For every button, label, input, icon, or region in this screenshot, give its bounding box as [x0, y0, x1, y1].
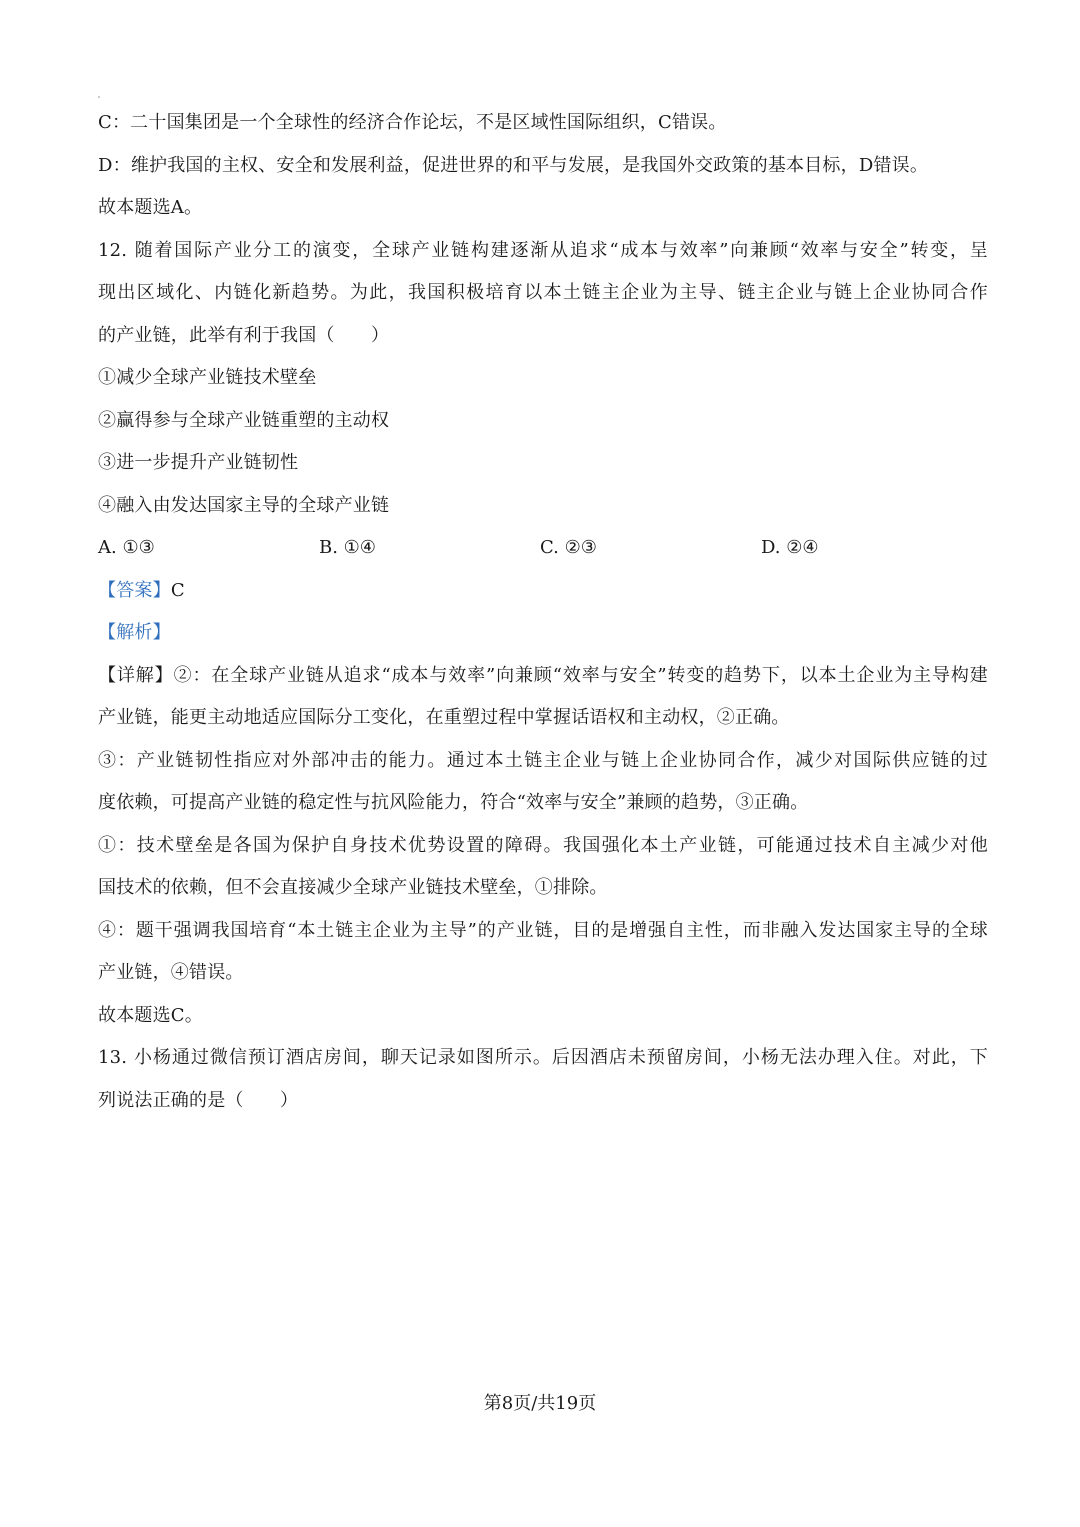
q12-option-d: D. ②④ — [761, 537, 819, 558]
explanation-conclusion: 故本题选A。 — [98, 197, 203, 218]
analysis-label: 【解析】 — [98, 622, 171, 643]
scan-speck — [98, 96, 100, 98]
q13-stem-line-2: 列说法正确的是（ ） — [98, 1089, 299, 1111]
page-content — [98, 102, 988, 1122]
detail-label: 【详解】 — [98, 664, 174, 686]
q12-option-b: B. ①④ — [319, 537, 376, 558]
q12-detail-line-8: 产业链，④错误。 — [98, 962, 244, 983]
q12-option-a: A. ①③ — [98, 537, 155, 558]
q12-detail-line-2: 产业链，能更主动地适应国际分工变化，在重塑过程中掌握话语权和主动权，②正确。 — [98, 707, 790, 728]
q12-analysis — [98, 612, 988, 655]
q12-stem-line-1: 12. 随着国际产业分工的演变，全球产业链构建逐渐从追求“成本与效率”向兼顾“效率与安全”转变，呈 — [98, 239, 988, 261]
q12-detail-line-5: ①：技术壁垒是各国为保护自身技术优势设置的障碍。我国强化本土产业链，可能通过技术自主减少对他 — [98, 834, 988, 856]
q12-statement-4: ④融入由发达国家主导的全球产业链 — [98, 494, 390, 516]
explanation-line-d: D：维护我国的主权、安全和发展利益，促进世界的和平与发展，是我国外交政策的基本目标，D错误。 — [98, 154, 929, 176]
q12-statement-3: ③进一步提升产业链韧性 — [98, 452, 299, 473]
page-number: 第8页/共19页 — [483, 1393, 597, 1414]
answer-value: C — [170, 579, 185, 601]
q12-statement-1: ①减少全球产业链技术壁垒 — [98, 367, 317, 388]
q12-stem-line-2: 现出区域化、内链化新趋势。为此，我国积极培育以本土链主企业为主导、链主企业与链上企业协同合作 — [98, 282, 988, 303]
q12-detail-line-4: 度依赖，可提高产业链的稳定性与抗风险能力，符合“效率与安全”兼顾的趋势，③正确。 — [98, 792, 809, 813]
q12-detail-line-6: 国技术的依赖，但不会直接减少全球产业链技术壁垒，①排除。 — [98, 877, 608, 898]
answer-label: 【答案】 — [98, 579, 171, 601]
q12-detail-line-3: ③：产业链韧性指应对外部冲击的能力。通过本土链主企业与链上企业协同合作，减少对国际供应链的过 — [98, 749, 988, 771]
q12-detail-line-7: ④：题干强调我国培育“本土链主企业为主导”的产业链，目的是增强自主性，而非融入发达国家主导的全球 — [98, 919, 988, 941]
q12-detail-line-1 — [98, 655, 988, 698]
q12-answer — [98, 570, 988, 613]
q12-stem-line-3: 的产业链，此举有利于我国（ ） — [98, 324, 390, 346]
q12-option-c: C. ②③ — [540, 537, 597, 558]
detail-text-1: ②：在全球产业链从追求“成本与效率”向兼顾“效率与安全”转变的趋势下，以本土企业为主导构建 — [173, 664, 988, 686]
explanation-line-c: C：二十国集团是一个全球性的经济合作论坛，不是区域性国际组织，C错误。 — [98, 112, 727, 133]
q12-conclusion: 故本题选C。 — [98, 1004, 203, 1026]
q13-stem-line-1: 13. 小杨通过微信预订酒店房间，聊天记录如图所示。后因酒店未预留房间，小杨无法办理入住。对此，下 — [98, 1047, 988, 1068]
q12-options — [98, 527, 988, 570]
q12-statement-2: ②赢得参与全球产业链重塑的主动权 — [98, 409, 390, 431]
